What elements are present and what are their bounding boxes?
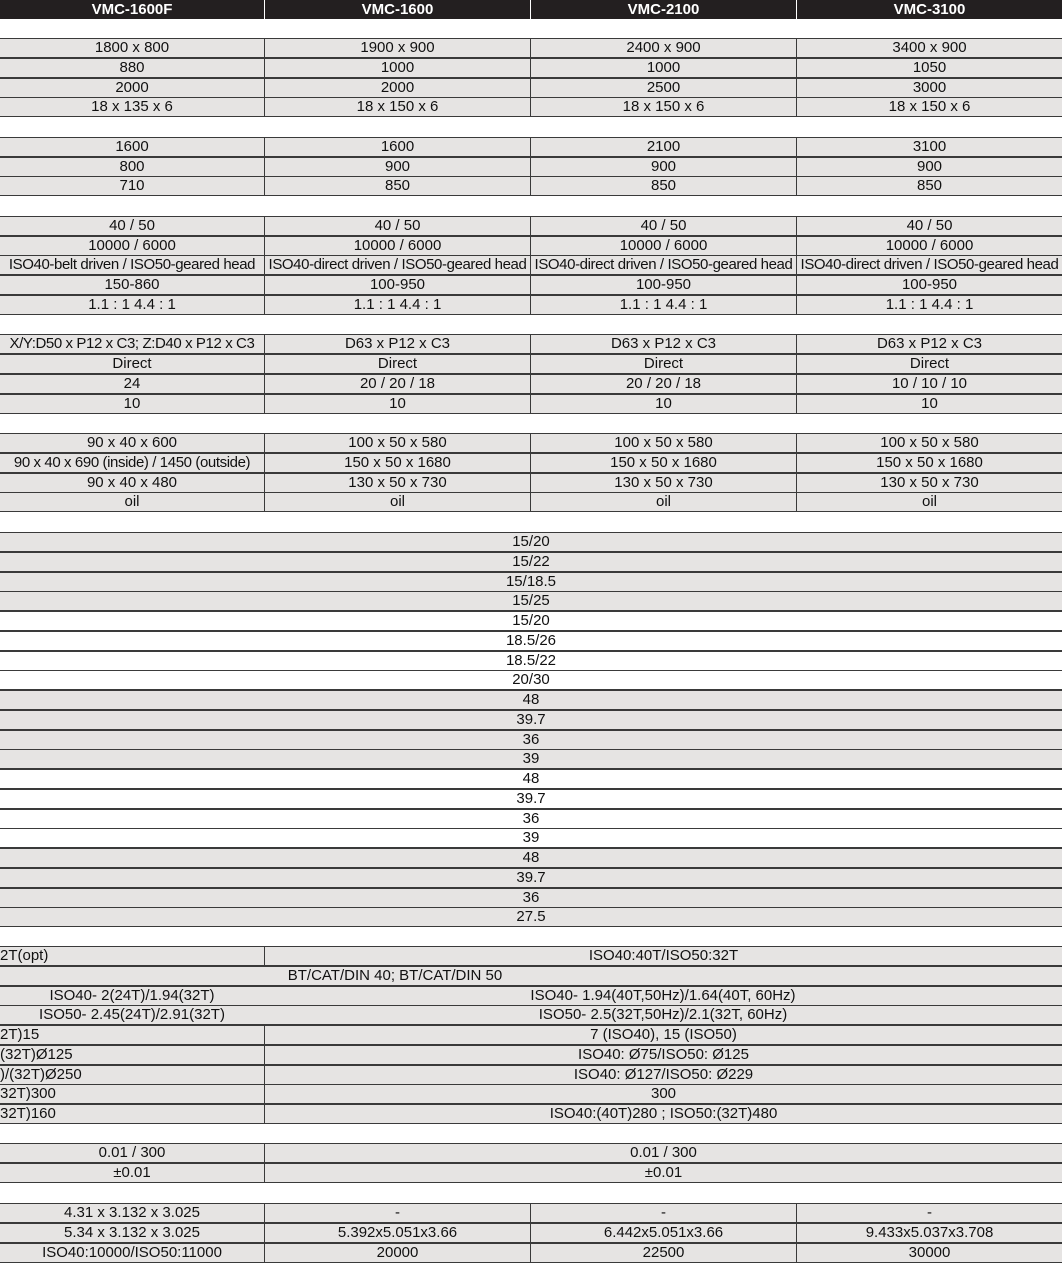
motor-value: 39.7 [516, 868, 546, 886]
toolchanger-left-value: )/(32T)Ø250 [0, 1065, 82, 1083]
table-cell: 100 x 50 x 580 [530, 434, 796, 452]
motor-row [0, 631, 1062, 651]
table-cell: 100-950 [796, 276, 1062, 294]
motor-row [0, 690, 1062, 710]
toolchanger-row [0, 1065, 1062, 1085]
table-cell: 40 / 50 [796, 217, 1062, 235]
motor-value: 15/20 [512, 612, 550, 629]
accuracy-left-value: ±0.01 [113, 1163, 151, 1181]
table-cell: 1000 [530, 59, 796, 77]
table-cell: 40 / 50 [264, 217, 530, 235]
toolchanger-row [0, 1025, 1062, 1045]
table-cell: 10 [796, 395, 1062, 413]
motor-value: 48 [522, 770, 540, 787]
table-row [0, 334, 1062, 354]
column-header-vmc-1600f: VMC-1600F [0, 0, 264, 19]
dimensions-row [0, 1243, 1062, 1263]
toolchanger-row [0, 1005, 1062, 1025]
table-cell: 40 / 50 [530, 217, 796, 235]
table-cell: 2400 x 900 [530, 39, 796, 57]
motor-value: 48 [522, 691, 540, 708]
table-cell: 850 [264, 177, 530, 195]
dimensions-cell: 5.34 x 3.132 x 3.025 [64, 1223, 200, 1241]
table-cell: 10000 / 6000 [796, 237, 1062, 255]
dimensions-row [0, 1203, 1062, 1223]
table-cell: 130 x 50 x 730 [796, 474, 1062, 492]
motor-row [0, 591, 1062, 611]
dimensions-cell: 6.442x5.051x3.66 [530, 1224, 796, 1242]
toolchanger-right-value: 300 [264, 1085, 1062, 1103]
table-cell: 3100 [796, 138, 1062, 156]
table-cell: 90 x 40 x 480 [86, 473, 178, 491]
table-row [0, 394, 1062, 414]
toolchanger-row [0, 1104, 1062, 1124]
table-cell: Direct [112, 355, 152, 372]
table-cell: D63 x P12 x C3 [796, 335, 1062, 353]
dimensions-cell: 20000 [264, 1244, 530, 1262]
table-cell: 1000 [264, 59, 530, 77]
toolchanger-row [0, 1045, 1062, 1065]
table-cell: 100-950 [530, 276, 796, 294]
motor-row [0, 611, 1062, 631]
table-cell: 900 [264, 158, 530, 176]
motor-row [0, 809, 1062, 829]
table-cell: 18 x 150 x 6 [264, 98, 530, 116]
motor-value: 36 [522, 730, 540, 748]
table-cell: oil [530, 493, 796, 511]
dimensions-cell: 22500 [530, 1244, 796, 1262]
table-row [0, 374, 1062, 394]
table-cell: Direct [530, 355, 796, 373]
table-cell: 1.1 : 1 4.4 : 1 [264, 296, 530, 314]
table-cell: 10 [530, 395, 796, 413]
table-cell: Direct [796, 355, 1062, 373]
toolchanger-right-value: ISO50- 2.5(32T,50Hz)/2.1(32T, 60Hz) [538, 1006, 788, 1024]
table-row [0, 137, 1062, 157]
table-cell: 850 [796, 177, 1062, 195]
table-cell: oil [264, 493, 530, 511]
table-cell: 880 [119, 58, 145, 76]
table-cell: 100-950 [264, 276, 530, 294]
table-cell: 20 / 20 / 18 [530, 375, 796, 393]
table-cell: 130 x 50 x 730 [530, 474, 796, 492]
toolchanger-row [0, 966, 1062, 986]
motor-row [0, 730, 1062, 750]
motor-value: 48 [522, 849, 540, 866]
table-cell: 18 x 150 x 6 [796, 98, 1062, 116]
motor-row [0, 828, 1062, 848]
table-cell: ISO40-direct driven / ISO50-geared head [530, 256, 796, 274]
table-cell: 10000 / 6000 [264, 237, 530, 255]
table-cell: 3400 x 900 [796, 39, 1062, 57]
dimensions-cell: - [530, 1204, 796, 1222]
column-header-vmc-3100: VMC-3100 [797, 0, 1062, 19]
motor-row [0, 710, 1062, 730]
motor-row [0, 572, 1062, 592]
table-cell: 900 [530, 158, 796, 176]
table-row [0, 255, 1062, 275]
table-cell: 1800 x 800 [94, 39, 170, 56]
motor-row [0, 888, 1062, 908]
dimensions-cell: 30000 [796, 1244, 1062, 1262]
motor-row [0, 769, 1062, 789]
motor-value: 18.5/22 [505, 651, 557, 669]
table-cell: 10000 / 6000 [88, 236, 176, 254]
motor-value: 39.7 [516, 789, 546, 807]
toolchanger-span-value: BT/CAT/DIN 40; BT/CAT/DIN 50 [287, 966, 503, 984]
table-cell: 10 [264, 395, 530, 413]
table-cell: 1600 [115, 137, 149, 155]
dimensions-row [0, 1223, 1062, 1243]
toolchanger-left-value: 2T)15 [0, 1026, 40, 1043]
toolchanger-left-value: ISO50- 2.45(24T)/2.91(32T) [39, 1006, 225, 1024]
table-cell: 150-860 [104, 276, 160, 293]
table-row [0, 295, 1062, 315]
table-row [0, 78, 1062, 98]
table-cell: ISO40-direct driven / ISO50-geared head [796, 256, 1062, 274]
toolchanger-row [0, 946, 1062, 966]
column-header-vmc-1600: VMC-1600 [265, 0, 530, 19]
accuracy-left-value: 0.01 / 300 [98, 1144, 166, 1161]
motor-row [0, 532, 1062, 552]
table-cell: 2000 [264, 79, 530, 97]
table-row [0, 275, 1062, 295]
table-cell: X/Y:D50 x P12 x C3; Z:D40 x P12 x C3 [9, 335, 255, 353]
table-cell: 10000 / 6000 [530, 237, 796, 255]
motor-row [0, 789, 1062, 809]
toolchanger-left-value: ISO40- 2(24T)/1.94(32T) [49, 986, 215, 1004]
toolchanger-right-value: ISO40:(40T)280 ; ISO50:(32T)480 [264, 1105, 1062, 1123]
table-cell: oil [124, 493, 140, 511]
table-cell: 1.1 : 1 4.4 : 1 [88, 295, 176, 313]
motor-value: 39 [522, 750, 540, 768]
table-cell: 150 x 50 x 1680 [264, 454, 530, 472]
motor-row [0, 552, 1062, 572]
toolchanger-row [0, 1084, 1062, 1104]
table-row [0, 354, 1062, 374]
table-cell: 24 [123, 374, 141, 392]
dimensions-cell: ISO40:10000/ISO50:11000 [42, 1243, 222, 1261]
toolchanger-left-value: (32T)Ø125 [0, 1045, 73, 1063]
table-cell: 1.1 : 1 4.4 : 1 [796, 296, 1062, 314]
table-cell: 18 x 150 x 6 [530, 98, 796, 116]
table-row [0, 453, 1062, 473]
table-cell: 18 x 135 x 6 [91, 98, 173, 116]
motor-row [0, 848, 1062, 868]
dimensions-cell: 5.392x5.051x3.66 [264, 1224, 530, 1242]
table-cell: 150 x 50 x 1680 [796, 454, 1062, 472]
table-row [0, 433, 1062, 453]
table-row [0, 216, 1062, 236]
motor-row [0, 670, 1062, 690]
motor-row [0, 868, 1062, 888]
dimensions-cell: - [264, 1204, 530, 1222]
table-cell: D63 x P12 x C3 [264, 335, 530, 353]
table-cell: D63 x P12 x C3 [530, 335, 796, 353]
motor-value: 15/25 [512, 592, 550, 610]
table-cell: oil [796, 493, 1062, 511]
accuracy-right-value: 0.01 / 300 [264, 1144, 1062, 1162]
toolchanger-row [0, 986, 1062, 1006]
motor-value: 39.7 [516, 710, 546, 728]
toolchanger-right-value: ISO40:40T/ISO50:32T [264, 947, 1062, 965]
table-row [0, 473, 1062, 493]
motor-row [0, 907, 1062, 927]
table-row [0, 97, 1062, 117]
accuracy-right-value: ±0.01 [264, 1164, 1062, 1182]
table-cell: 10 / 10 / 10 [796, 375, 1062, 393]
table-cell: 2500 [530, 79, 796, 97]
toolchanger-left-value: 32T)160 [0, 1105, 56, 1122]
table-row [0, 236, 1062, 256]
motor-value: 15/18.5 [505, 572, 557, 590]
toolchanger-left-value: 32T)300 [0, 1085, 56, 1103]
table-cell: 850 [530, 177, 796, 195]
table-cell: 1.1 : 1 4.4 : 1 [530, 296, 796, 314]
table-cell: 40 / 50 [109, 216, 155, 234]
motor-value: 36 [522, 888, 540, 906]
motor-value: 18.5/26 [505, 631, 557, 649]
motor-value: 15/20 [512, 533, 550, 550]
table-row [0, 492, 1062, 512]
table-cell: 710 [119, 177, 145, 195]
accuracy-row [0, 1143, 1062, 1163]
table-cell: 100 x 50 x 580 [796, 434, 1062, 452]
table-row [0, 157, 1062, 177]
toolchanger-right-value: ISO40- 1.94(40T,50Hz)/1.64(40T, 60Hz) [530, 986, 796, 1004]
table-cell: 3000 [796, 79, 1062, 97]
table-cell: Direct [264, 355, 530, 373]
motor-value: 39 [522, 829, 540, 847]
motor-row [0, 749, 1062, 769]
accuracy-row [0, 1163, 1062, 1183]
table-row [0, 38, 1062, 58]
dimensions-cell: 4.31 x 3.132 x 3.025 [64, 1204, 200, 1221]
toolchanger-right-value: ISO40: Ø127/ISO50: Ø229 [264, 1066, 1062, 1084]
motor-value: 15/22 [512, 552, 550, 570]
table-cell: 800 [119, 157, 145, 175]
motor-row [0, 651, 1062, 671]
motor-value: 36 [522, 809, 540, 827]
table-cell: 90 x 40 x 690 (inside) / 1450 (outside) [13, 453, 251, 471]
column-header-vmc-2100: VMC-2100 [531, 0, 796, 19]
table-row [0, 58, 1062, 78]
table-cell: 2100 [530, 138, 796, 156]
table-row [0, 176, 1062, 196]
table-cell: 2000 [115, 78, 149, 96]
table-cell: 90 x 40 x 600 [86, 434, 178, 451]
dimensions-cell: 9.433x5.037x3.708 [796, 1224, 1062, 1242]
table-cell: 100 x 50 x 580 [264, 434, 530, 452]
table-cell: ISO40-belt driven / ISO50-geared head [8, 256, 256, 274]
table-cell: 130 x 50 x 730 [264, 474, 530, 492]
table-cell: 1050 [796, 59, 1062, 77]
table-cell: 150 x 50 x 1680 [530, 454, 796, 472]
table-cell: ISO40-direct driven / ISO50-geared head [264, 256, 530, 274]
table-cell: 1600 [264, 138, 530, 156]
dimensions-cell: - [796, 1204, 1062, 1222]
table-cell: 20 / 20 / 18 [264, 375, 530, 393]
table-cell: 1900 x 900 [264, 39, 530, 57]
table-cell: 900 [796, 158, 1062, 176]
table-cell: 10 [123, 394, 141, 412]
motor-value: 27.5 [516, 908, 546, 926]
motor-value: 20/30 [512, 671, 550, 689]
toolchanger-left-value: 2T(opt) [0, 947, 49, 964]
toolchanger-right-value: ISO40: Ø75/ISO50: Ø125 [264, 1046, 1062, 1064]
toolchanger-right-value: 7 (ISO40), 15 (ISO50) [264, 1026, 1062, 1044]
